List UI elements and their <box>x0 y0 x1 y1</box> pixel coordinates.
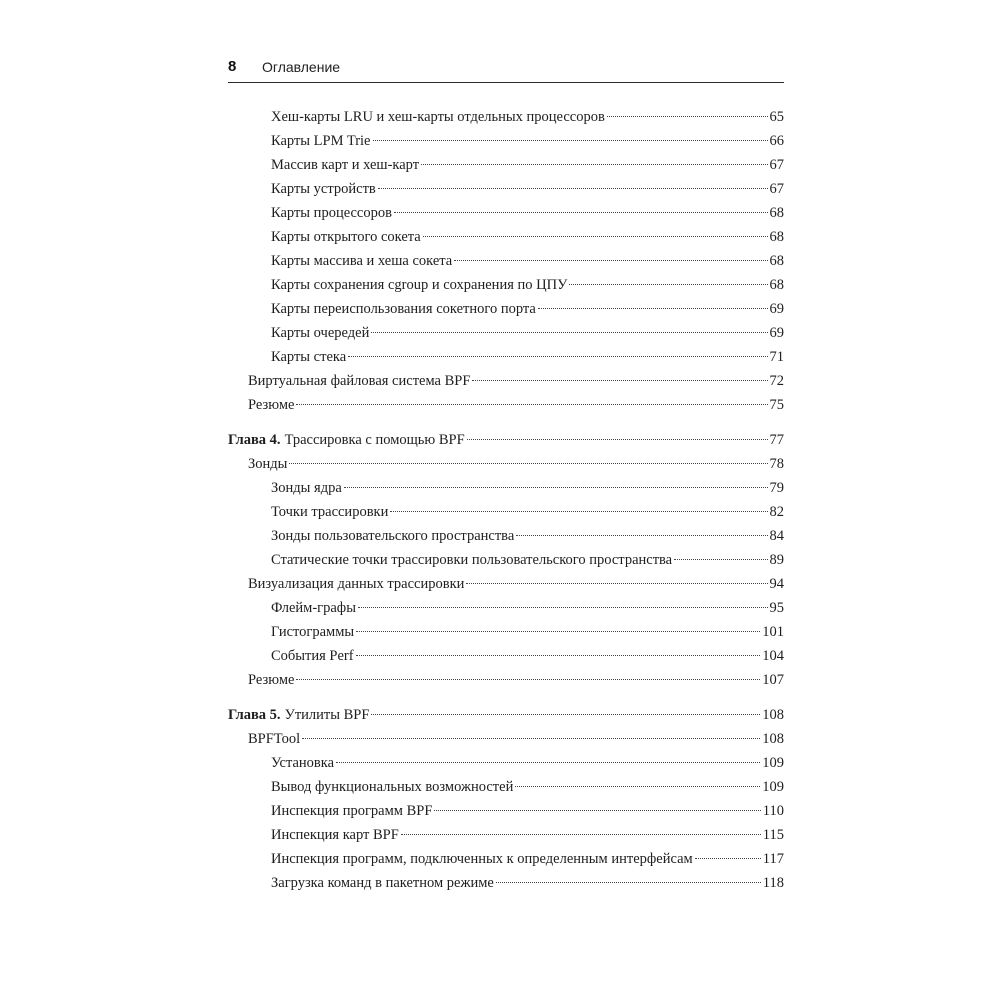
toc-entry-page: 68 <box>769 253 784 269</box>
toc-entry-page: 71 <box>769 349 784 365</box>
toc-entry-page: 79 <box>769 480 784 496</box>
toc-entry-page: 69 <box>769 325 784 341</box>
dot-leader <box>296 679 760 680</box>
dot-leader <box>421 164 767 165</box>
toc-entry-title: Карты сохранения cgroup и сохранения по ЦПУ <box>271 277 568 293</box>
toc-entry <box>271 599 784 617</box>
toc-entry <box>248 372 784 390</box>
toc-entry-page: 101 <box>762 624 784 640</box>
toc-entry-title: Карты LPM Trie <box>271 133 371 149</box>
toc-entry-page: 67 <box>769 181 784 197</box>
toc-entry-page: 84 <box>769 528 784 544</box>
toc-entry-title: Установка <box>271 755 335 771</box>
toc-entry-title: Карты переиспользования сокетного порта <box>271 301 536 317</box>
toc-entry-title: Карты стека <box>271 349 347 365</box>
toc-entry-page: 110 <box>762 803 784 819</box>
toc-entry <box>271 204 784 222</box>
toc-entry <box>271 802 784 820</box>
toc-entry-title: Инспекция карт BPF <box>271 827 399 843</box>
toc-entry-page: 77 <box>769 432 784 448</box>
toc-entry <box>271 754 784 772</box>
dot-leader <box>289 463 767 464</box>
toc-entry-title: Карты очередей <box>271 325 370 341</box>
toc-entry-page: 68 <box>769 205 784 221</box>
toc-entry-page: 68 <box>769 229 784 245</box>
dot-leader <box>371 714 760 715</box>
dot-leader <box>390 511 767 512</box>
toc-entry-page: 108 <box>762 707 784 723</box>
dot-leader <box>434 810 760 811</box>
toc-entry-page: 65 <box>769 109 784 125</box>
toc-entry <box>248 671 784 689</box>
dot-leader <box>472 380 767 381</box>
toc-entry-title: Массив карт и хеш-карт <box>271 157 420 173</box>
toc-entry-title: Хеш-карты LRU и хеш-карты отдельных процессоров <box>271 109 605 125</box>
toc-entry-page: 115 <box>762 827 784 843</box>
dot-leader <box>674 559 767 560</box>
dot-leader <box>373 140 768 141</box>
dot-leader <box>467 439 768 440</box>
toc-entry-page: 108 <box>762 731 784 747</box>
toc-entry-page: 82 <box>769 504 784 520</box>
toc-entry <box>271 180 784 198</box>
running-title: Оглавление <box>262 59 341 75</box>
toc-entry <box>271 503 784 521</box>
dot-leader <box>371 332 767 333</box>
chapter-title: Утилиты BPF <box>284 707 370 723</box>
dot-leader <box>515 786 760 787</box>
dot-leader <box>454 260 767 261</box>
toc-entry-page: 94 <box>769 576 784 592</box>
dot-leader <box>356 631 760 632</box>
dot-leader <box>394 212 768 213</box>
toc-entry-title: Карты устройств <box>271 181 376 197</box>
toc-entry <box>271 108 784 126</box>
toc-entry-page: 69 <box>769 301 784 317</box>
toc-entry-title: Инспекция программ BPF <box>271 803 433 819</box>
toc-entry-title <box>228 431 465 449</box>
dot-leader <box>344 487 768 488</box>
toc-chapter-entry <box>228 431 784 449</box>
toc-entry-page: 95 <box>769 600 784 616</box>
toc-entry-title: Резюме <box>248 672 295 688</box>
toc-entry-page: 104 <box>762 648 784 664</box>
toc-entry-title: Зонды ядра <box>271 480 342 496</box>
toc-entry <box>271 348 784 366</box>
toc-entry-page: 67 <box>769 157 784 173</box>
dot-leader <box>348 356 767 357</box>
toc-entry <box>271 778 784 796</box>
toc-entry <box>271 479 784 497</box>
toc-entry-title: Гистограммы <box>271 624 355 640</box>
toc-entry-title: Вывод функциональных возможностей <box>271 779 514 795</box>
toc-entry <box>271 850 784 868</box>
toc-entry <box>271 874 784 892</box>
dot-leader <box>695 858 761 859</box>
dot-leader <box>466 583 767 584</box>
toc-entry-title: События Perf <box>271 648 354 664</box>
toc-entry-title: Зонды пользовательского пространства <box>271 528 515 544</box>
dot-leader <box>569 284 767 285</box>
toc-entry-title: Инспекция программ, подключенных к определенным интерфейсам <box>271 851 693 867</box>
toc-entry-page: 68 <box>769 277 784 293</box>
toc-entry <box>248 455 784 473</box>
toc-entry-page: 89 <box>769 552 784 568</box>
dot-leader <box>401 834 761 835</box>
toc-entry-title: Статические точки трассировки пользовательского пространства <box>271 552 673 568</box>
toc-entry <box>271 527 784 545</box>
dot-leader <box>538 308 768 309</box>
toc-entry <box>271 132 784 150</box>
dot-leader <box>358 607 768 608</box>
toc-entry-page: 107 <box>762 672 784 688</box>
toc-entry-title: Резюме <box>248 397 295 413</box>
toc-entry-page: 66 <box>769 133 784 149</box>
toc-entry-title: Зонды <box>248 456 288 472</box>
chapter-number: Глава 4. <box>228 432 281 448</box>
chapter-number: Глава 5. <box>228 707 281 723</box>
toc-entry <box>271 252 784 270</box>
toc-entry-page: 109 <box>762 779 784 795</box>
toc-entry-page: 109 <box>762 755 784 771</box>
dot-leader <box>607 116 768 117</box>
toc-entry <box>271 300 784 318</box>
toc-entry <box>271 826 784 844</box>
dot-leader <box>356 655 761 656</box>
toc-entry-title: Флейм-графы <box>271 600 356 616</box>
page-number: 8 <box>228 58 237 75</box>
toc-entry-page: 72 <box>769 373 784 389</box>
toc-entry <box>271 551 784 569</box>
toc-entry <box>271 228 784 246</box>
dot-leader <box>496 882 761 883</box>
toc-entry-title: Точки трассировки <box>271 504 389 520</box>
toc-entry <box>271 276 784 294</box>
dot-leader <box>296 404 767 405</box>
toc-entry-title: Визуализация данных трассировки <box>248 576 465 592</box>
chapter-title: Трассировка с помощью BPF <box>284 432 465 448</box>
toc-entry-page: 118 <box>762 875 784 891</box>
dot-leader <box>336 762 760 763</box>
toc-entry <box>248 396 784 414</box>
toc-entry-title: Карты процессоров <box>271 205 392 221</box>
toc-entry-page: 75 <box>769 397 784 413</box>
toc-entry <box>248 730 784 748</box>
dot-leader <box>516 535 767 536</box>
toc-chapter-entry <box>228 706 784 724</box>
toc-entry-title: Виртуальная файловая система BPF <box>248 373 471 389</box>
toc-entry <box>271 156 784 174</box>
toc-entry <box>271 647 784 665</box>
toc-entry <box>271 324 784 342</box>
toc-entry-title: Карты массива и хеша сокета <box>271 253 453 269</box>
dot-leader <box>302 738 760 739</box>
toc-entry-title: Загрузка команд в пакетном режиме <box>271 875 494 891</box>
dot-leader <box>423 236 768 237</box>
toc-entry-page: 117 <box>762 851 784 867</box>
toc-entry-title: Карты открытого сокета <box>271 229 421 245</box>
toc-entry <box>271 623 784 641</box>
toc-entry <box>248 575 784 593</box>
toc-entry-title: BPFTool <box>248 731 301 747</box>
toc-entry-title <box>228 706 369 724</box>
dot-leader <box>378 188 768 189</box>
toc-entry-page: 78 <box>769 456 784 472</box>
